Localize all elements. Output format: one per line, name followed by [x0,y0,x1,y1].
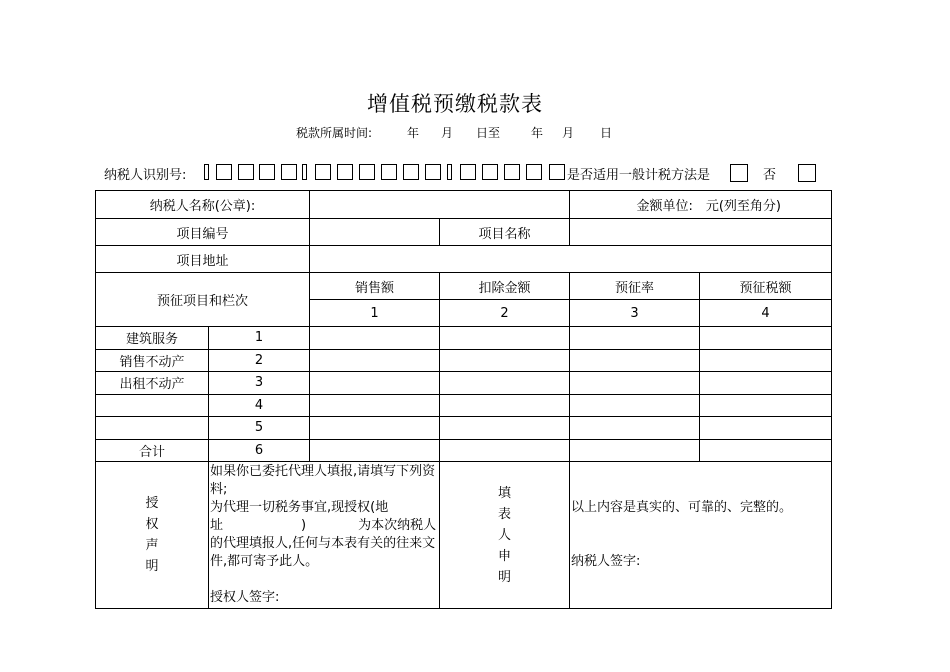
rate-cell[interactable] [570,394,700,417]
table-row [96,394,832,417]
period-year-end: 年 [531,126,544,140]
column-number: 1 [310,300,440,327]
row-line: 3 [209,372,310,395]
taxpayer-id-box[interactable] [526,164,542,180]
authorization-line-2: 为代理一切税务事宜,现授权(地址 ) 为本次纳税人的代理填报人,任何与本表有关的往来文件,都可寄予此人。 [210,500,437,569]
period-year-start: 年 [407,126,420,140]
filer-statement: 以上内容是真实的、可靠的、完整的。 [571,500,793,515]
row-line: 1 [209,327,310,350]
project-name-input[interactable] [570,219,832,246]
rate-cell[interactable] [570,439,700,462]
column-header: 扣除金额 [440,273,570,300]
authorization-heading-char: 声 [145,538,159,553]
sales-cell[interactable] [310,439,440,462]
taxpayer-id-box[interactable] [381,164,397,180]
general-method-yes-checkbox[interactable] [730,164,748,182]
period-month-start: 月 [441,126,454,140]
taxpayer-id-box[interactable] [259,164,275,180]
sales-cell[interactable] [310,327,440,350]
deduction-cell[interactable] [440,394,570,417]
table-row [96,349,832,372]
deduction-cell[interactable] [440,372,570,395]
column-number: 2 [440,300,570,327]
authorization-heading-char: 授 [145,496,159,511]
taxpayer-id-box[interactable] [204,164,209,180]
deduction-cell[interactable] [440,349,570,372]
rate-cell[interactable] [570,417,700,440]
authorization-line-1: 如果你已委托代理人填报,请填写下列资料; [210,464,436,497]
tax-cell[interactable] [700,349,832,372]
taxpayer-id-box[interactable] [447,164,452,180]
filer-declaration-heading [440,462,570,609]
taxpayer-id-label: 纳税人识别号: [104,168,187,183]
deduction-cell[interactable] [440,327,570,350]
row-item [96,394,209,417]
tax-cell[interactable] [700,327,832,350]
taxpayer-id-box[interactable] [216,164,232,180]
deduction-cell[interactable] [440,417,570,440]
column-number: 3 [570,300,700,327]
taxpayer-signature-label: 纳税人签字: [571,554,641,569]
general-method-no-label: 否 [763,168,777,183]
project-name-label: 项目名称 [440,219,570,246]
authorization-heading [96,462,209,609]
taxpayer-id-box[interactable] [337,164,353,180]
prepaid-items-label: 预征项目和栏次 [96,273,310,327]
taxpayer-id-box[interactable] [403,164,419,180]
period-day-end: 日 [600,126,613,140]
column-header: 预征率 [570,273,700,300]
period-label: 税款所属时间: [296,126,373,140]
row-line: 4 [209,394,310,417]
prepayment-table [95,190,832,609]
project-code-label: 项目编号 [96,219,310,246]
taxpayer-name-label: 纳税人名称(公章): [96,191,310,219]
general-method-question: 是否适用一般计税方法是 [567,168,711,183]
column-number: 4 [700,300,832,327]
project-code-input[interactable] [310,219,440,246]
project-address-label: 项目地址 [96,246,310,273]
authorization-heading-char: 权 [145,517,159,532]
row-line: 2 [209,349,310,372]
general-method-no-checkbox[interactable] [798,164,816,182]
row-line: 5 [209,417,310,440]
period-month-end: 月 [562,126,575,140]
row-item: 销售不动产 [96,349,209,372]
filer-heading-char: 填 [497,485,511,501]
table-row [96,372,832,395]
filer-heading-char: 申 [497,548,511,564]
form-title: 增值税预缴税款表 [367,92,543,116]
taxpayer-id-box[interactable] [315,164,331,180]
column-header: 销售额 [310,273,440,300]
row-item: 合计 [96,439,209,462]
column-header: 预征税额 [700,273,832,300]
rate-cell[interactable] [570,349,700,372]
taxpayer-id-box[interactable] [238,164,254,180]
taxpayer-name-input[interactable] [310,191,570,219]
table-row [96,439,832,462]
taxpayer-id-box[interactable] [504,164,520,180]
row-item: 出租不动产 [96,372,209,395]
deduction-cell[interactable] [440,439,570,462]
taxpayer-id-box[interactable] [359,164,375,180]
authorizer-signature-label: 授权人签字: [210,590,280,605]
filer-heading-char: 明 [497,569,511,585]
sales-cell[interactable] [310,372,440,395]
taxpayer-id-box[interactable] [482,164,498,180]
taxpayer-id-box[interactable] [302,164,307,180]
sales-cell[interactable] [310,417,440,440]
sales-cell[interactable] [310,349,440,372]
filer-heading-char: 人 [497,527,511,543]
authorization-statement [209,462,440,609]
tax-cell[interactable] [700,417,832,440]
amount-unit: 金额单位: 元(列至角分) [570,191,832,219]
tax-cell[interactable] [700,394,832,417]
period-day-start: 日至 [476,126,501,140]
taxpayer-id-box[interactable] [281,164,297,180]
tax-cell[interactable] [700,372,832,395]
table-row [96,327,832,350]
row-line: 6 [209,439,310,462]
taxpayer-id-box[interactable] [425,164,441,180]
authorization-heading-char: 明 [145,559,159,574]
row-item: 建筑服务 [96,327,209,350]
rate-cell[interactable] [570,372,700,395]
taxpayer-id-box[interactable] [549,164,565,180]
tax-cell[interactable] [700,439,832,462]
taxpayer-id-box[interactable] [460,164,476,180]
filer-heading-char: 表 [497,506,511,522]
project-address-input[interactable] [310,246,832,273]
table-row [96,417,832,440]
filer-declaration [570,462,832,609]
sales-cell[interactable] [310,394,440,417]
rate-cell[interactable] [570,327,700,350]
row-item [96,417,209,440]
